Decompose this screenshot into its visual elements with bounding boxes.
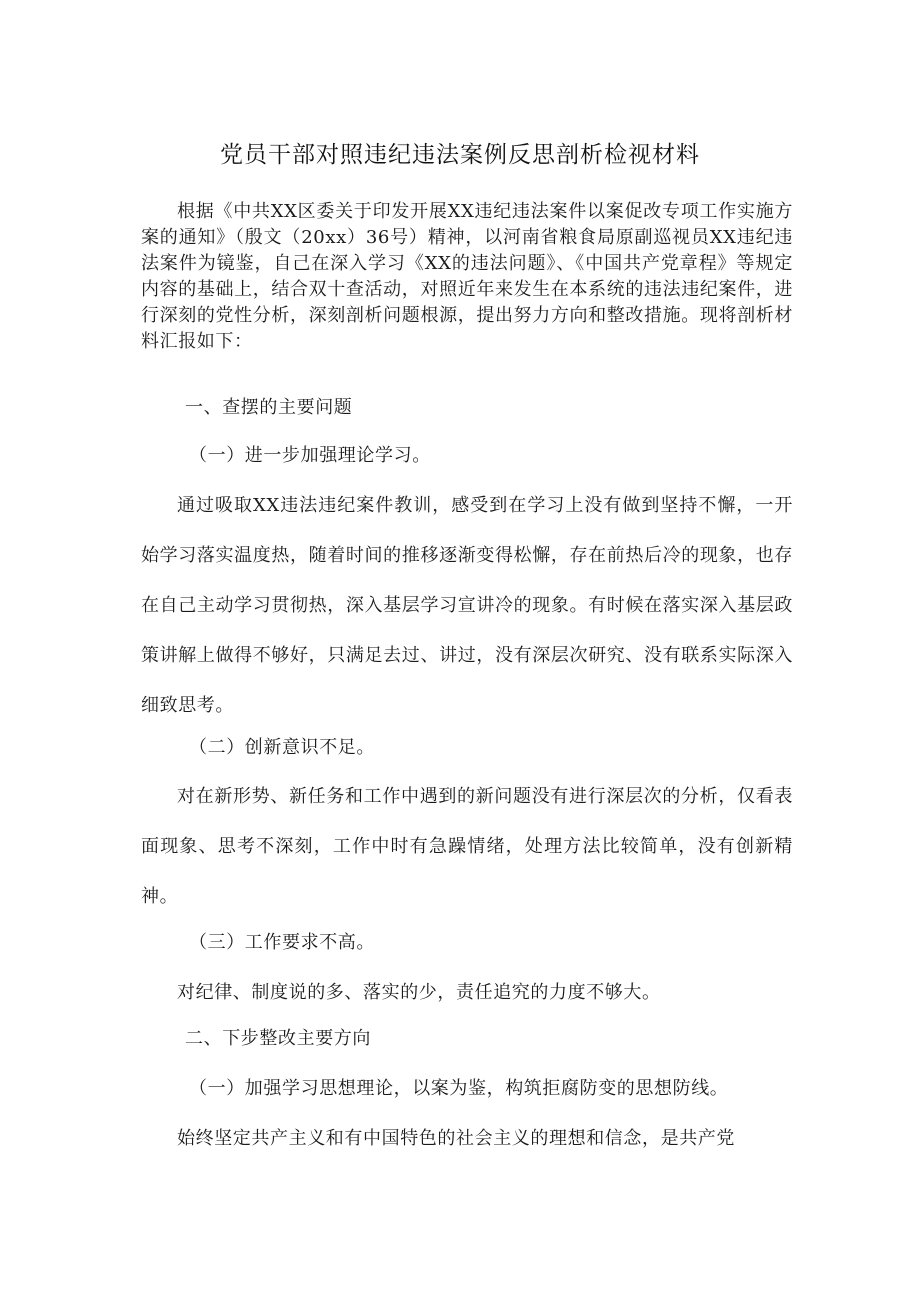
subsection-heading-strengthen-learning: （一）加强学习思想理论，以案为鉴，构筑拒腐防变的思想防线。 — [189, 1078, 729, 1099]
section-heading-problems: 一、查摆的主要问题 — [185, 397, 353, 418]
subsection-heading-theory-study: （一）进一步加强理论学习。 — [189, 445, 431, 466]
subsection-heading-work-requirements: （三）工作要求不高。 — [189, 932, 375, 953]
section-heading-rectification: 二、下步整改主要方向 — [185, 1028, 371, 1049]
intro-paragraph: 根据《中共XX区委关于印发开展XX违纪违法案件以案促改专项工作实施方案的通知》（殷文（20xx）36号）精神，以河南省粮食局原副巡视员XX违纪违法案件为镜鉴，自己在深入学习《XX的违法问题》、《中国共产党章程》等规定内容的基础上，结合双十查活动，对照近年来发生在本系统的违法违纪案件，进行深刻的党性分析，深刻剖析问题根源，提出努力方向和整改措施。现将剖析材料汇报如下： — [141, 201, 793, 352]
subsection-heading-innovation: （二）创新意识不足。 — [189, 737, 375, 758]
paragraph-theory-study: 通过吸取XX违法违纪案件教训，感受到在学习上没有做到坚持不懈，一开始学习落实温度热，随着时间的推移逐渐变得松懈，存在前热后冷的现象，也存在自己主动学习贯彻热，深入基层学习宣讲冷的现象。有时候在落实深入基层政策讲解上做得不够好，只满足去过、讲过，没有深层次研究、没有联系实际深入细致思考。 — [141, 495, 793, 716]
paragraph-innovation: 对在新形势、新任务和工作中遇到的新问题没有进行深层次的分析，仅看表面现象、思考不深刻，工作中时有急躁情绪，处理方法比较简单，没有创新精神。 — [141, 786, 793, 907]
paragraph-work-requirements: 对纪律、制度说的多、落实的少，责任追究的力度不够大。 — [177, 982, 661, 1003]
paragraph-strengthen-learning: 始终坚定共产主义和有中国特色的社会主义的理想和信念，是共产党 — [177, 1128, 735, 1149]
document-title: 党员干部对照违纪违法案例反思剖析检视材料 — [220, 142, 700, 168]
